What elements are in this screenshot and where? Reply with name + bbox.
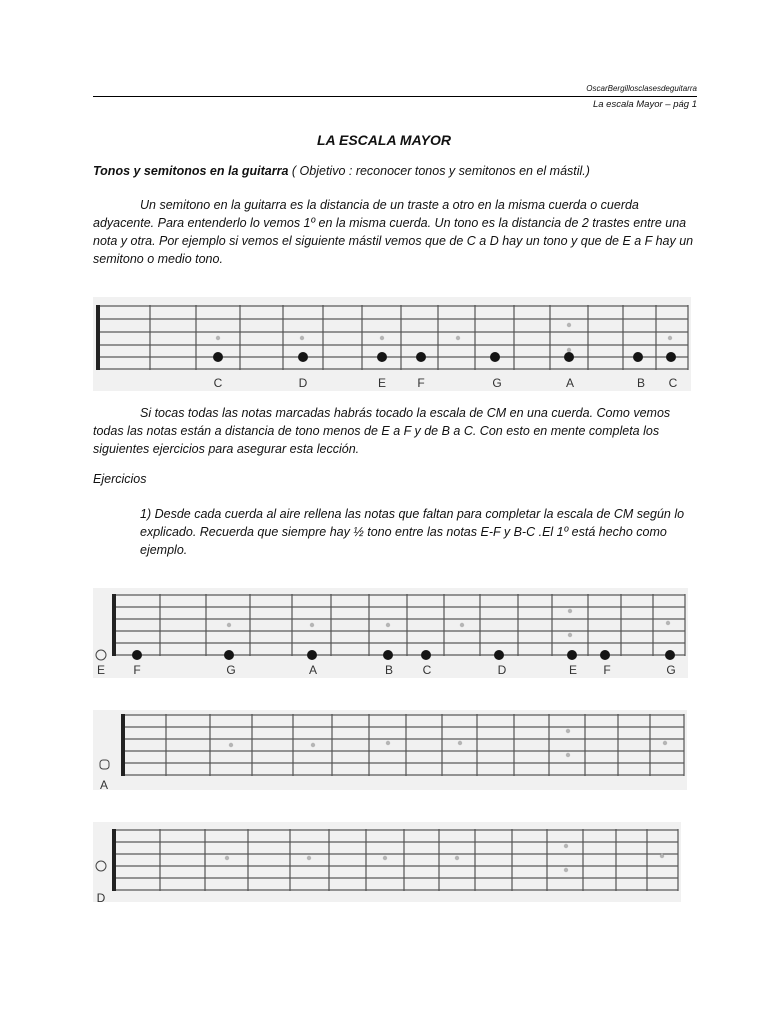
fretboard-exercise-d xyxy=(93,822,681,905)
page-title: LA ESCALA MAYOR xyxy=(316,132,452,148)
note-dot-g xyxy=(490,352,500,362)
note-label: A xyxy=(308,663,318,677)
fretboard-exercise-e-nut xyxy=(112,594,116,656)
note-label: F xyxy=(603,663,611,677)
note-label: G xyxy=(492,376,502,390)
note-dot-a xyxy=(307,650,317,660)
note-label: C xyxy=(422,663,432,677)
note-dot-f2 xyxy=(600,650,610,660)
note-dot-e xyxy=(377,352,387,362)
note-dot-c2 xyxy=(666,352,676,362)
note-dot-c xyxy=(213,352,223,362)
fretboard-exercise-d-nut xyxy=(112,829,116,891)
note-label: G xyxy=(666,663,676,677)
note-dot-d xyxy=(298,352,308,362)
note-label: B xyxy=(384,663,394,677)
note-label: G xyxy=(226,663,236,677)
note-label: C xyxy=(213,376,223,390)
fretboard-example xyxy=(93,297,691,391)
fretboard-example-background xyxy=(93,297,691,391)
paragraph-intro: Un semitono en la guitarra es la distancia de un traste a otro en la misma cuerda o cuerda adyacente. Para entenderlo lo vemos 1º en la misma cuerda. Un tono es la distancia de 2 trastes entre una nota y otra. Por ejemplo si vemos el siguiente mástil vemos que de C a D hay un tono y que de E a F hay un semitono o medio tono. xyxy=(93,198,694,266)
note-dot-b xyxy=(633,352,643,362)
note-label: C xyxy=(668,376,678,390)
note-dot-b xyxy=(383,650,393,660)
note-label: F xyxy=(417,376,425,390)
section-objective: ( Objetivo : reconocer tonos y semitonos en el mástil.) xyxy=(291,164,590,178)
fretboard-exercise-e xyxy=(93,588,688,678)
open-string-label: E xyxy=(96,663,106,677)
header-author: OscarBergillosclasesdeguitarra xyxy=(586,84,697,93)
note-label: D xyxy=(298,376,308,390)
note-label: F xyxy=(133,663,141,677)
open-string-label: A xyxy=(99,778,109,792)
section-heading: Tonos y semitonos en la guitarra xyxy=(93,164,289,178)
note-dot-e xyxy=(567,650,577,660)
note-dot-f xyxy=(416,352,426,362)
exercises-heading: Ejercicios xyxy=(93,472,147,486)
note-label: E xyxy=(568,663,578,677)
fretboard-exercise-a-background xyxy=(93,710,687,790)
exercise-1-instructions: 1) Desde cada cuerda al aire rellena las notas que faltan para completar la escala de CM según lo explicado. Recuerda que siempre hay ½ tono entre las notas E-F y B-C .El 1º está hecho como ejemplo. xyxy=(140,507,685,557)
note-label: B xyxy=(636,376,646,390)
note-dot-c xyxy=(421,650,431,660)
note-dot-f xyxy=(132,650,142,660)
open-string-label: D xyxy=(96,891,106,905)
note-dot-g2 xyxy=(665,650,675,660)
note-dot-g xyxy=(224,650,234,660)
header-page: La escala Mayor – pág 1 xyxy=(592,99,697,110)
note-dot-a xyxy=(564,352,574,362)
note-label: E xyxy=(377,376,387,390)
note-dot-d xyxy=(494,650,504,660)
note-label: D xyxy=(497,663,507,677)
fretboard-exercise-a xyxy=(93,710,687,792)
fretboard-example-nut xyxy=(96,305,100,370)
note-label: A xyxy=(565,376,575,390)
paragraph-scale-explanation: Si tocas todas las notas marcadas habrás tocado la escala de CM en una cuerda. Como vemos todas las notas están a distancia de tono menos de E a F y de B a C. Con esto en mente completa los siguientes ejercicios para asegurar esta lección. xyxy=(93,406,671,456)
fretboard-exercise-a-nut xyxy=(121,714,125,776)
